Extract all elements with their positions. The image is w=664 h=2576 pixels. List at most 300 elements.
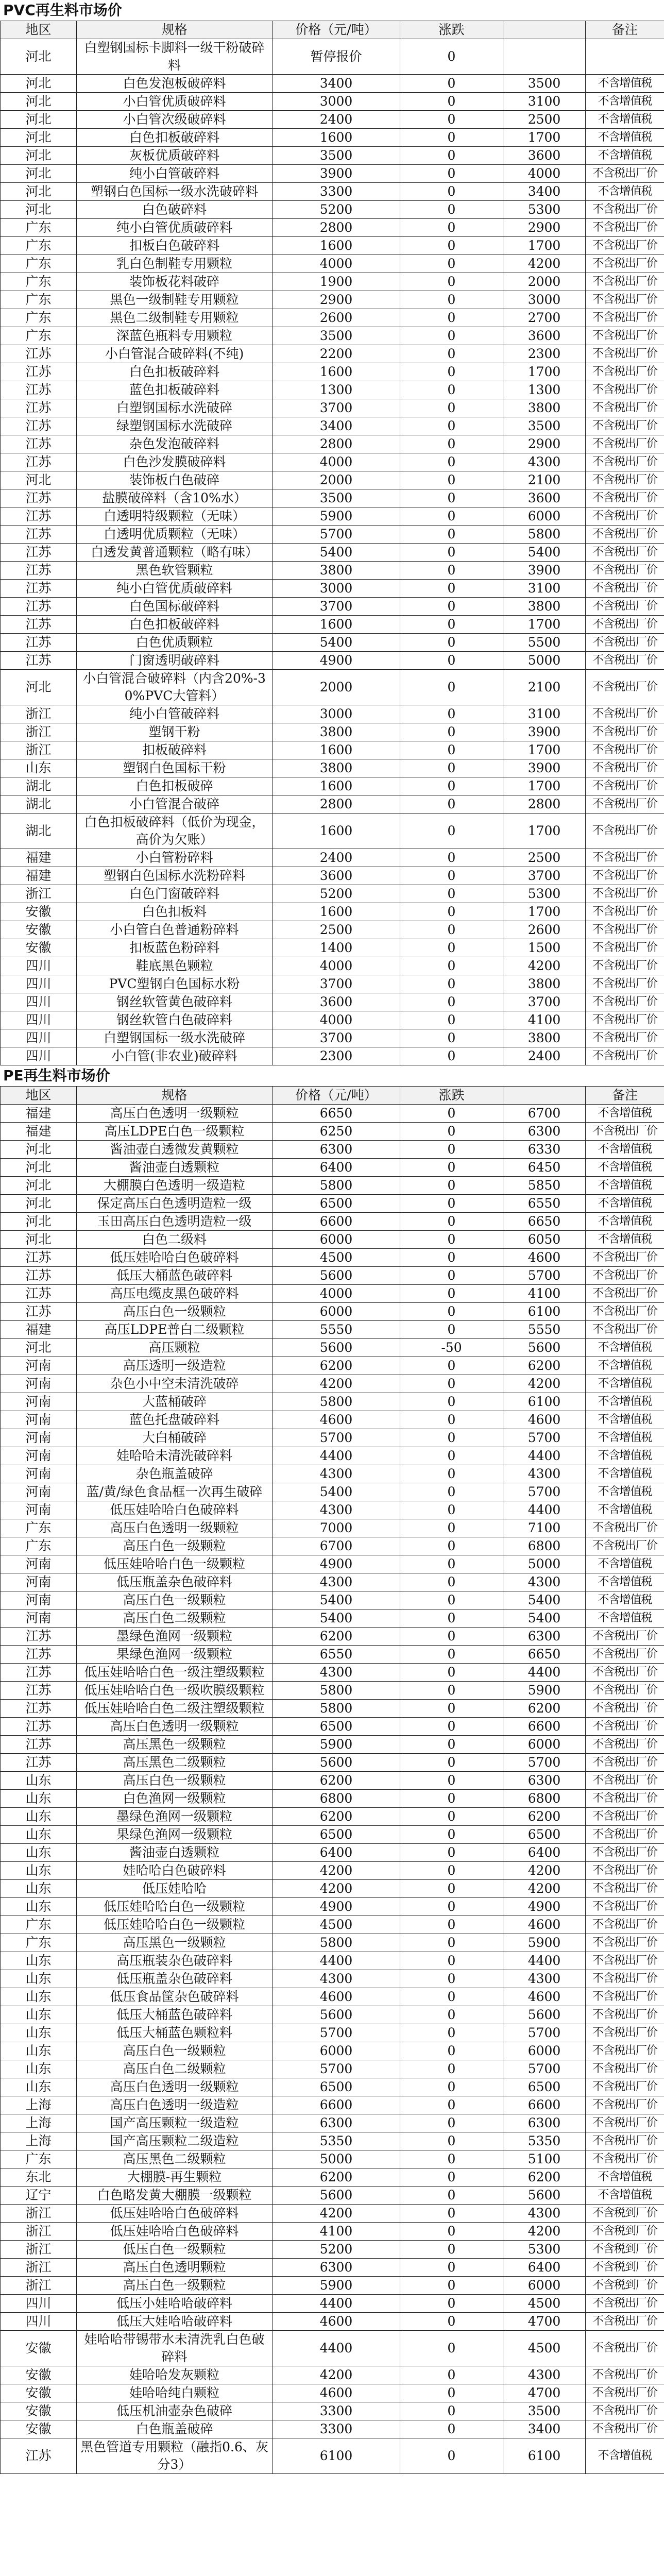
cell-spec: 低压瓶盖杂色破碎料 [77, 1573, 273, 1591]
cell-price: 4500 [273, 1249, 400, 1267]
cell-note: 不含增值税 [586, 1213, 664, 1231]
cell-price: 6800 [273, 1790, 400, 1808]
cell-spec: 塑钢干粉 [77, 723, 273, 741]
cell-region: 河南 [1, 1483, 77, 1501]
cell-price: 5350 [273, 2132, 400, 2150]
cell-spec: 娃哈哈纯白颗粒 [77, 2384, 273, 2402]
cell-range-price: 3900 [503, 562, 586, 580]
cell-change: 0 [400, 1826, 503, 1844]
cell-note: 不含增值税 [586, 1573, 664, 1591]
cell-spec: 白透明优质颗粒（无味） [77, 526, 273, 544]
cell-note: 不含税出厂价 [586, 165, 664, 183]
cell-spec: 高压白色一级颗粒 [77, 2277, 273, 2295]
table-row [1, 273, 664, 291]
cell-price: 4900 [273, 1898, 400, 1916]
table-row [1, 598, 664, 616]
cell-change: 0 [400, 1267, 503, 1285]
cell-region: 湖北 [1, 795, 77, 814]
cell-region: 广东 [1, 2150, 77, 2168]
cell-price: 2000 [273, 471, 400, 489]
cell-region: 河北 [1, 93, 77, 111]
cell-price: 5900 [273, 2277, 400, 2295]
cell-price: 4900 [273, 652, 400, 670]
cell-spec: 高压黑色二级颗粒 [77, 2150, 273, 2168]
cell-spec: 高压黑色一级颗粒 [77, 1934, 273, 1952]
header-note: 备注 [586, 1087, 664, 1105]
table-row [1, 1195, 664, 1213]
cell-spec: 黑色一级制鞋专用颗粒 [77, 291, 273, 309]
cell-spec: 白色扣板破碎料（低价为现金，高价为欠账） [77, 814, 273, 849]
cell-range-price: 5400 [503, 1591, 586, 1609]
cell-spec: 高压白色透明一级颗粒 [77, 2078, 273, 2096]
cell-price: 5700 [273, 2060, 400, 2078]
cell-spec: 高压电缆皮黑色破碎料 [77, 1285, 273, 1303]
table-row [1, 1029, 664, 1047]
cell-note: 不含税出厂价 [586, 1754, 664, 1772]
cell-change: 0 [400, 129, 503, 147]
cell-range-price: 4200 [503, 255, 586, 273]
cell-range-price: 7100 [503, 1519, 586, 1537]
table-row [1, 777, 664, 795]
cell-spec: 高压LDPE普白二级颗粒 [77, 1321, 273, 1339]
cell-change: 0 [400, 2331, 503, 2366]
cell-change: 0 [400, 2132, 503, 2150]
cell-change: 0 [400, 1141, 503, 1159]
cell-price: 1600 [273, 741, 400, 759]
cell-price: 6500 [273, 1718, 400, 1736]
cell-spec: 装饰板花料破碎 [77, 273, 273, 291]
cell-spec: 白色扣板破碎料 [77, 616, 273, 634]
cell-range-price: 6500 [503, 1826, 586, 1844]
table-row [1, 1970, 664, 1988]
table-row [1, 1664, 664, 1682]
cell-price: 6100 [273, 2438, 400, 2474]
cell-range-price: 4300 [503, 2366, 586, 2384]
header-region: 地区 [1, 21, 77, 39]
cell-change: 0 [400, 1123, 503, 1141]
cell-range-price: 4900 [503, 1898, 586, 1916]
cell-range-price: 5300 [503, 2241, 586, 2259]
cell-region: 山东 [1, 1844, 77, 1862]
cell-price: 4600 [273, 2384, 400, 2402]
cell-price: 5700 [273, 2024, 400, 2042]
cell-change: 0 [400, 598, 503, 616]
cell-region: 安徽 [1, 903, 77, 921]
header-price: 价格（元/吨） [273, 21, 400, 39]
cell-price: 4600 [273, 2313, 400, 2331]
cell-region: 广东 [1, 1519, 77, 1537]
cell-note: 不含税出厂价 [586, 1537, 664, 1555]
cell-price: 3900 [273, 165, 400, 183]
cell-region: 江苏 [1, 1646, 77, 1664]
cell-price: 6300 [273, 2114, 400, 2132]
cell-spec: 酱油壶白透微发黄颗粒 [77, 1141, 273, 1159]
cell-note: 不含增值税 [586, 1483, 664, 1501]
cell-change: 0 [400, 219, 503, 237]
table-row [1, 1105, 664, 1123]
cell-spec: 低压娃哈哈白色破碎料 [77, 2223, 273, 2241]
table-row [1, 1321, 664, 1339]
cell-note: 不含税出厂价 [586, 670, 664, 705]
cell-change: 0 [400, 273, 503, 291]
cell-region: 河北 [1, 201, 77, 219]
cell-range-price: 5500 [503, 634, 586, 652]
cell-spec: 纯小白管破碎料 [77, 705, 273, 723]
cell-price: 6300 [273, 1141, 400, 1159]
cell-region: 河北 [1, 165, 77, 183]
cell-note: 不含税出厂价 [586, 471, 664, 489]
cell-change: 0 [400, 2024, 503, 2042]
table-row [1, 2420, 664, 2438]
cell-note: 不含税出厂价 [586, 309, 664, 327]
cell-note: 不含增值税 [586, 1465, 664, 1483]
cell-note: 不含增值税 [586, 1177, 664, 1195]
table-row [1, 1880, 664, 1898]
table-row [1, 1177, 664, 1195]
cell-price: 4500 [273, 1916, 400, 1934]
table-row [1, 2402, 664, 2420]
cell-price: 5600 [273, 1339, 400, 1357]
cell-range-price: 5600 [503, 2006, 586, 2024]
table-row [1, 2259, 664, 2277]
table-row [1, 1141, 664, 1159]
cell-range-price: 5800 [503, 526, 586, 544]
cell-price: 2200 [273, 345, 400, 363]
cell-price: 4600 [273, 1411, 400, 1429]
cell-region: 安徽 [1, 2420, 77, 2438]
cell-spec: 乳白色制鞋专用颗粒 [77, 255, 273, 273]
table-row [1, 1844, 664, 1862]
cell-price: 3300 [273, 183, 400, 201]
cell-change: 0 [400, 2259, 503, 2277]
cell-region: 山东 [1, 759, 77, 777]
cell-range-price: 3500 [503, 417, 586, 435]
cell-region: 江苏 [1, 345, 77, 363]
table-row [1, 453, 664, 471]
cell-region: 山东 [1, 2078, 77, 2096]
cell-change: 0 [400, 526, 503, 544]
table-row [1, 1952, 664, 1970]
cell-spec: 低压大桶蓝色破碎料 [77, 1267, 273, 1285]
cell-note: 不含增值税 [586, 183, 664, 201]
cell-spec: 低压大娃哈哈破碎料 [77, 2313, 273, 2331]
cell-note: 不含税出厂价 [586, 2420, 664, 2438]
table-row [1, 1682, 664, 1700]
cell-note: 不含税出厂价 [586, 2295, 664, 2313]
cell-note: 不含增值税 [586, 1591, 664, 1609]
cell-change: 0 [400, 723, 503, 741]
cell-range-price: 4100 [503, 1285, 586, 1303]
table-row [1, 2060, 664, 2078]
cell-range-price: 3800 [503, 1029, 586, 1047]
cell-range-price: 3900 [503, 759, 586, 777]
cell-range-price: 4200 [503, 1375, 586, 1393]
cell-price: 4400 [273, 1447, 400, 1465]
cell-price: 1600 [273, 237, 400, 255]
cell-note: 不含税出厂价 [586, 1682, 664, 1700]
cell-region: 河北 [1, 183, 77, 201]
cell-range-price: 4500 [503, 2295, 586, 2313]
cell-note: 不含增值税 [586, 1393, 664, 1411]
cell-change: 0 [400, 1465, 503, 1483]
cell-price: 1900 [273, 273, 400, 291]
cell-change: 0 [400, 363, 503, 381]
table-row [1, 2132, 664, 2150]
pvc-table-body [1, 39, 664, 1065]
cell-region: 湖北 [1, 814, 77, 849]
cell-price: 4000 [273, 453, 400, 471]
cell-range-price: 1700 [503, 777, 586, 795]
header-price: 价格（元/吨） [273, 1087, 400, 1105]
table-row [1, 1501, 664, 1519]
cell-price: 6700 [273, 1537, 400, 1555]
cell-spec: 小白管混合破碎料(不纯) [77, 345, 273, 363]
cell-price: 4400 [273, 2331, 400, 2366]
cell-change: 0 [400, 1862, 503, 1880]
cell-region: 安徽 [1, 2366, 77, 2384]
table-row [1, 2277, 664, 2295]
cell-change: 0 [400, 2313, 503, 2331]
cell-change: 0 [400, 2006, 503, 2024]
cell-change: 0 [400, 2384, 503, 2402]
cell-spec: 白透明特级颗粒（无味） [77, 507, 273, 526]
cell-region: 江苏 [1, 489, 77, 507]
cell-spec: 高压白色一级颗粒 [77, 2042, 273, 2060]
table-row [1, 1826, 664, 1844]
table-row [1, 255, 664, 273]
cell-region: 安徽 [1, 2402, 77, 2420]
cell-price: 5900 [273, 507, 400, 526]
cell-spec: 果绿色渔网一级颗粒 [77, 1826, 273, 1844]
cell-change: 0 [400, 309, 503, 327]
table-row [1, 759, 664, 777]
cell-region: 广东 [1, 237, 77, 255]
cell-range-price: 6000 [503, 2277, 586, 2295]
cell-region: 河南 [1, 1447, 77, 1465]
table-row [1, 1047, 664, 1065]
cell-spec: 白色二级料 [77, 1231, 273, 1249]
header-spec: 规格 [77, 21, 273, 39]
cell-price: 4000 [273, 255, 400, 273]
cell-price: 6550 [273, 1646, 400, 1664]
cell-spec: PVC塑钢白色国标水粉 [77, 975, 273, 993]
cell-price: 3400 [273, 75, 400, 93]
cell-region: 江苏 [1, 616, 77, 634]
table-row [1, 1772, 664, 1790]
cell-change: 0 [400, 1029, 503, 1047]
cell-change: 0 [400, 1880, 503, 1898]
cell-region: 河北 [1, 471, 77, 489]
cell-region: 江苏 [1, 526, 77, 544]
cell-price: 4000 [273, 957, 400, 975]
cell-note: 不含增值税 [586, 1501, 664, 1519]
cell-spec: 高压黑色二级颗粒 [77, 1754, 273, 1772]
table-row [1, 1267, 664, 1285]
table-row [1, 1573, 664, 1591]
cell-change: 0 [400, 1970, 503, 1988]
cell-range-price: 4400 [503, 1664, 586, 1682]
cell-range-price: 3100 [503, 580, 586, 598]
cell-range-price: 3500 [503, 75, 586, 93]
cell-price: 6200 [273, 1357, 400, 1375]
cell-note: 不含增值税 [586, 1447, 664, 1465]
cell-spec: 白塑钢国标水洗破碎 [77, 399, 273, 417]
cell-spec: 低压小娃哈哈破碎料 [77, 2295, 273, 2313]
cell-range-price: 1700 [503, 363, 586, 381]
cell-region: 四川 [1, 1047, 77, 1065]
cell-note: 不含税出厂价 [586, 1285, 664, 1303]
cell-note: 不含增值税 [586, 1429, 664, 1447]
cell-region: 四川 [1, 993, 77, 1011]
cell-note: 不含税出厂价 [586, 1880, 664, 1898]
cell-price: 5600 [273, 2187, 400, 2205]
cell-price: 5600 [273, 1754, 400, 1772]
cell-spec: 低压娃哈哈白色破碎料 [77, 2205, 273, 2223]
cell-price: 3000 [273, 93, 400, 111]
cell-price: 1600 [273, 363, 400, 381]
table-row [1, 544, 664, 562]
cell-note: 不含税出厂价 [586, 453, 664, 471]
cell-change: 0 [400, 1321, 503, 1339]
cell-change: 0 [400, 1790, 503, 1808]
cell-region: 福建 [1, 849, 77, 867]
cell-range-price: 6300 [503, 2114, 586, 2132]
cell-range-price: 4600 [503, 1988, 586, 2006]
cell-range-price: 5300 [503, 885, 586, 903]
cell-note: 不含税出厂价 [586, 1952, 664, 1970]
cell-price: 5800 [273, 1682, 400, 1700]
cell-price: 1600 [273, 129, 400, 147]
cell-note: 不含税出厂价 [586, 1772, 664, 1790]
cell-price: 3700 [273, 598, 400, 616]
cell-price: 3800 [273, 759, 400, 777]
cell-change: 0 [400, 255, 503, 273]
cell-range-price: 4300 [503, 2205, 586, 2223]
cell-note: 不含税出厂价 [586, 1267, 664, 1285]
cell-spec: 黑色软管颗粒 [77, 562, 273, 580]
cell-spec: 白色扣板破碎料 [77, 129, 273, 147]
cell-range-price: 3400 [503, 183, 586, 201]
cell-range-price: 4400 [503, 1447, 586, 1465]
cell-range-price: 4400 [503, 1501, 586, 1519]
cell-region: 上海 [1, 2132, 77, 2150]
cell-range-price: 6450 [503, 1159, 586, 1177]
cell-price: 3400 [273, 417, 400, 435]
cell-price: 2000 [273, 670, 400, 705]
cell-note: 不含税出厂价 [586, 1519, 664, 1537]
cell-note: 不含税到厂价 [586, 2277, 664, 2295]
cell-note: 不含税出厂价 [586, 1826, 664, 1844]
cell-range-price: 6000 [503, 507, 586, 526]
cell-change: 0 [400, 2042, 503, 2060]
cell-price: 2800 [273, 795, 400, 814]
cell-spec: 小白管(非农业)破碎料 [77, 1047, 273, 1065]
cell-note: 不含税到厂价 [586, 2259, 664, 2277]
cell-note: 不含税出厂价 [586, 652, 664, 670]
cell-region: 浙江 [1, 723, 77, 741]
cell-spec: 鞋底黑色颗粒 [77, 957, 273, 975]
cell-price: 4300 [273, 1501, 400, 1519]
cell-spec: 低压瓶盖杂色破碎料 [77, 1970, 273, 1988]
cell-region: 河南 [1, 1465, 77, 1483]
cell-price: 2400 [273, 111, 400, 129]
table-row [1, 1537, 664, 1555]
cell-region: 浙江 [1, 2223, 77, 2241]
table-row [1, 1628, 664, 1646]
cell-spec: 大棚膜-再生颗粒 [77, 2168, 273, 2187]
cell-change: 0 [400, 2420, 503, 2438]
cell-region: 河北 [1, 1177, 77, 1195]
cell-price: 2600 [273, 309, 400, 327]
cell-note: 不含税出厂价 [586, 544, 664, 562]
cell-note: 不含税出厂价 [586, 1123, 664, 1141]
cell-range-price: 3600 [503, 327, 586, 345]
cell-change: 0 [400, 741, 503, 759]
cell-price: 1600 [273, 777, 400, 795]
cell-change: 0 [400, 867, 503, 885]
cell-note: 不含税出厂价 [586, 1303, 664, 1321]
cell-price: 4100 [273, 2223, 400, 2241]
cell-range-price: 5600 [503, 2187, 586, 2205]
cell-spec: 高压白色透明颗粒 [77, 2259, 273, 2277]
cell-region: 四川 [1, 2313, 77, 2331]
cell-price: 1300 [273, 381, 400, 399]
table-row [1, 1447, 664, 1465]
cell-spec: 高压白色一级颗粒 [77, 1537, 273, 1555]
cell-change: 0 [400, 903, 503, 921]
cell-price: 4300 [273, 1664, 400, 1682]
cell-change: 0 [400, 93, 503, 111]
cell-price: 6600 [273, 2096, 400, 2114]
table-row [1, 2313, 664, 2331]
cell-spec: 白色破碎料 [77, 201, 273, 219]
cell-range-price: 5700 [503, 1267, 586, 1285]
cell-spec: 大棚膜白色透明一级造粒 [77, 1177, 273, 1195]
cell-range-price: 4500 [503, 2331, 586, 2366]
cell-price: 6500 [273, 1826, 400, 1844]
table-row [1, 183, 664, 201]
cell-change: 0 [400, 921, 503, 939]
cell-note: 不含税出厂价 [586, 435, 664, 453]
cell-range-price: 4000 [503, 165, 586, 183]
cell-range-price: 5400 [503, 1609, 586, 1628]
table-row [1, 580, 664, 598]
cell-region: 广东 [1, 291, 77, 309]
cell-region: 河北 [1, 1195, 77, 1213]
table-row [1, 2150, 664, 2168]
table-row [1, 867, 664, 885]
table-row [1, 327, 664, 345]
cell-range-price: 5700 [503, 1483, 586, 1501]
cell-price: 5700 [273, 1429, 400, 1447]
cell-spec: 低压娃哈哈 [77, 1880, 273, 1898]
cell-note: 不含增值税 [586, 1159, 664, 1177]
table-row [1, 2187, 664, 2205]
cell-price: 5000 [273, 2150, 400, 2168]
cell-note: 不含税出厂价 [586, 741, 664, 759]
pe-table-body [1, 1105, 664, 2474]
cell-price: 4400 [273, 2295, 400, 2313]
cell-price: 6200 [273, 2168, 400, 2187]
table-row [1, 2241, 664, 2259]
cell-range-price: 3100 [503, 705, 586, 723]
cell-change: 0 [400, 165, 503, 183]
cell-note: 不含增值税 [586, 75, 664, 93]
cell-region: 河南 [1, 1393, 77, 1411]
cell-note: 不含税出厂价 [586, 993, 664, 1011]
cell-range-price: 6200 [503, 1357, 586, 1375]
cell-spec: 高压白色二级颗粒 [77, 2060, 273, 2078]
